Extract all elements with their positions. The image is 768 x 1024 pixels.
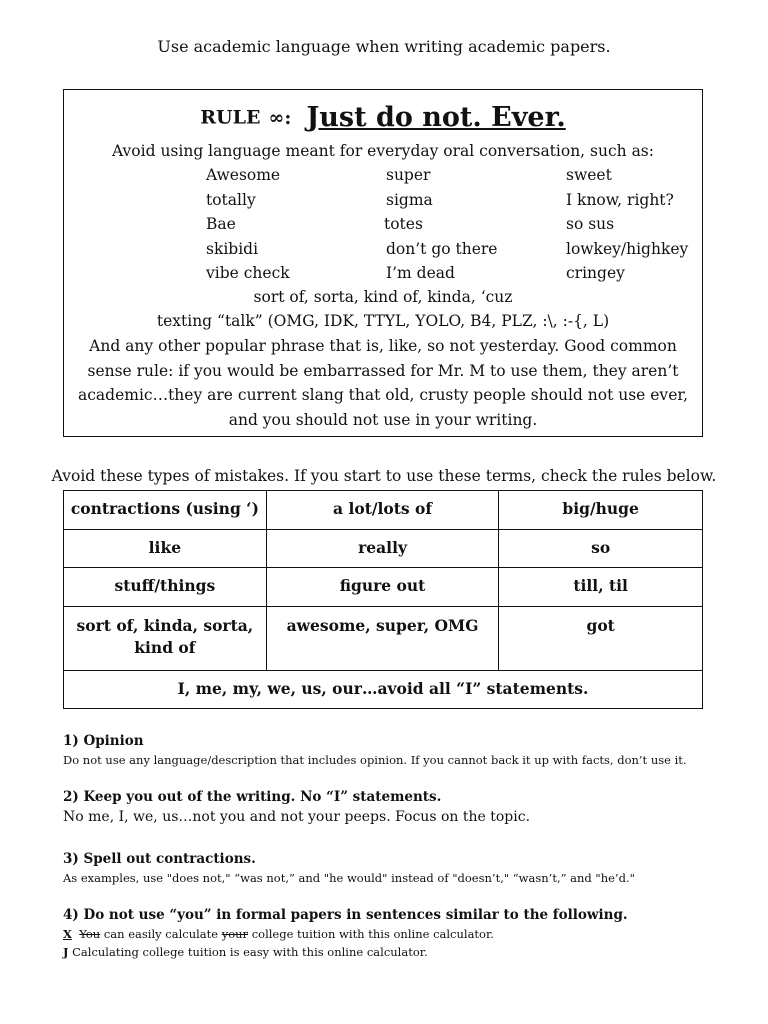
table-cell: like [64,530,267,568]
table-intro: Avoid these types of mistakes. If you start to use these terms, check the rules below. [51,467,717,485]
x-mark: X [63,927,72,941]
bad-example-end: college tuition with this online calculator. [248,927,494,941]
slang-word: totes [384,215,423,233]
good-example [63,945,428,959]
rule-colon: : [284,106,292,129]
rule-box [63,89,703,437]
slang-word: vibe check [206,264,290,282]
rule-1-text: Do not use any language/description that includes opinion. If you cannot back it up with facts, don’t use it. [63,753,687,767]
table-cell: really [266,530,499,568]
table-footer-cell: I, me, my, we, us, our…avoid all “I” statements. [64,671,703,709]
slang-word: I’m dead [386,264,455,282]
table-cell: contractions (using ‘) [64,491,267,530]
slang-word: Awesome [206,166,281,184]
table-cell: got [499,607,703,671]
rule-4-heading: 4) Do not use “you” in formal papers in sentences similar to the following. [63,907,628,923]
slang-word: I know, right? [566,190,674,209]
infinity-symbol: ∞ [268,106,285,129]
struck-word-you: You [79,927,101,941]
slang-word: lowkey/highkey [566,239,689,258]
table-cell: awesome, super, OMG [266,607,499,671]
slang-word: totally [206,190,256,209]
table-cell: big/huge [499,491,703,530]
table-cell: till, til [499,568,703,607]
slang-word: don’t go there [386,239,498,258]
slang-word: sweet [566,166,612,184]
rule-paragraph: And any other popular phrase that is, like, so not yesterday. Good common sense rule: if you would be embarrassed for Mr. M to use them, they aren’t academic…they are current slang that old, crusty people should not use ever, and you should not use in your writing. [77,337,688,429]
slang-word: Bae [206,215,236,233]
rule-2-text: No me, I, we, us…not you and not your peeps. Focus on the topic. [63,809,531,825]
table-cell: sort of, kinda, sorta, kind of [64,607,267,671]
rule-heading [64,102,702,133]
good-example-text: Calculating college tuition is easy with this online calculator. [68,945,428,959]
struck-word-your: your [221,927,249,941]
rule-motto: Just do not. Ever. [306,102,566,133]
slang-word: so sus [566,215,615,233]
rule-3-heading: 3) Spell out contractions. [63,851,256,867]
slang-word: skibidi [206,239,259,258]
mistakes-table [63,490,703,709]
j-mark: J [63,945,69,959]
texting-talk-line: texting “talk” (OMG, IDK, TTYL, YOLO, B4, PLZ, :\, :-{, L) [156,312,610,330]
bad-example [63,927,494,941]
table-row [64,568,703,607]
slang-word: super [386,166,431,184]
rule-intro: Avoid using language meant for everyday oral conversation, such as: [111,142,654,160]
table-cell: stuff/things [64,568,267,607]
rule-2-heading: 2) Keep you out of the writing. No “I” statements. [63,789,442,805]
hedge-words-line: sort of, sorta, kind of, kinda, ‘cuz [253,288,513,306]
rule-1-heading: 1) Opinion [63,733,144,749]
table-row [64,671,703,709]
slang-word: cringey [566,264,625,282]
table-cell: a lot/lots of [266,491,499,530]
table-row [64,607,703,671]
table-cell: figure out [266,568,499,607]
rule-label: RULE [200,106,261,129]
page-title: Use academic language when writing academic papers. [157,37,611,56]
table-row [64,530,703,568]
table-row [64,491,703,530]
table-cell: so [499,530,703,568]
bad-example-middle: can easily calculate [100,927,222,941]
rule-3-text: As examples, use "does not," “was not,” and "he would" instead of "doesn’t," “wasn’t,” and "he’d." [63,871,635,885]
slang-word: sigma [386,190,433,209]
